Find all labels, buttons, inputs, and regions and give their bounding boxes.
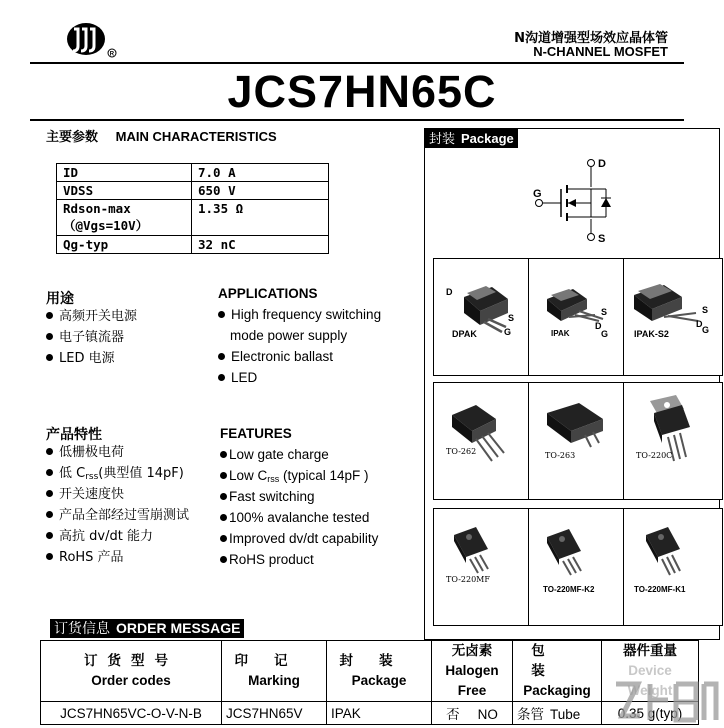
bullet-icon	[218, 353, 225, 360]
list-item	[218, 325, 381, 346]
to262-package-icon	[434, 383, 532, 499]
package-cell-dpak	[433, 258, 533, 376]
header-cn: 无卤素	[451, 643, 493, 659]
company-logo	[66, 22, 118, 58]
order-code-cell: JCS7HN65VC-O-V-N-B	[41, 702, 222, 725]
list-item	[220, 549, 378, 570]
package-cell: IPAK	[327, 702, 432, 725]
features-list-cn	[46, 442, 189, 568]
list-item	[46, 547, 189, 568]
to220mf-k2-package-icon	[529, 509, 627, 625]
list-item	[218, 367, 381, 388]
pin-label: D	[696, 319, 703, 329]
list-item-text: mode power supply	[230, 328, 348, 343]
header-package	[327, 641, 432, 702]
features-list-en	[220, 444, 378, 570]
package-cell-ipak	[528, 258, 628, 376]
param-cell	[57, 200, 192, 236]
list-item-text: 开关速度快	[59, 487, 125, 502]
list-item-text: 高频开关电源	[59, 309, 138, 324]
weight-cell: 0.35 g(typ)	[602, 702, 699, 725]
order-title-en: ORDER MESSAGE	[116, 620, 241, 636]
list-item	[220, 465, 378, 486]
pin-label: S	[702, 305, 709, 315]
table-row	[41, 702, 699, 725]
list-item-text: High frequency switching	[231, 307, 382, 322]
bullet-icon	[218, 311, 225, 318]
header-cn: 封装	[339, 653, 419, 669]
list-item-text: Fast switching	[229, 489, 315, 504]
pin-label: G	[601, 329, 609, 339]
list-item	[220, 507, 378, 528]
header-cn: 器件重量	[623, 643, 677, 659]
pin-label: S	[508, 313, 515, 323]
package-name: IPAK	[551, 329, 570, 338]
list-item	[218, 346, 381, 367]
applications-list-en	[218, 304, 381, 388]
package-cell-ipak-s2	[623, 258, 723, 376]
main-characteristics-title-cn: 主要参数	[46, 130, 99, 145]
bullet-icon	[46, 490, 53, 497]
order-message-heading	[50, 619, 244, 638]
bullet-icon	[220, 493, 227, 500]
header-cn: 订货型号	[84, 653, 178, 669]
package-name: TO-220MF-K1	[634, 585, 686, 594]
bullet-icon	[46, 354, 53, 361]
packaging-cn: 条管	[517, 707, 544, 723]
dpak-package-icon	[434, 259, 532, 375]
pin-label: G	[504, 327, 512, 337]
list-item-text: 低栅极电荷	[59, 445, 125, 460]
value-cell: 1.35 Ω	[192, 200, 329, 236]
bullet-icon	[220, 451, 227, 458]
list-item	[220, 486, 378, 507]
list-item-subscript: rss	[85, 472, 99, 482]
header-halogen-free	[432, 641, 513, 702]
param-cell: Qg-typ	[57, 236, 192, 254]
characteristics-table	[56, 163, 329, 254]
package-cell-to262	[433, 382, 533, 500]
list-item	[46, 327, 137, 348]
package-name: DPAK	[452, 329, 477, 339]
table-row	[57, 182, 329, 200]
header-order-codes	[41, 641, 222, 702]
package-cell-to220mf-k1	[623, 508, 723, 626]
package-name: TO-220MF-K2	[543, 585, 595, 594]
package-name: TO-220C	[636, 451, 673, 460]
list-item	[46, 526, 189, 547]
list-item	[46, 505, 189, 526]
list-item-text: 产品全部经过雪崩测试	[59, 508, 190, 523]
package-cell-to220c	[623, 382, 723, 500]
to220mf-k1-package-icon	[624, 509, 722, 625]
table-row	[57, 200, 329, 236]
list-item-text: 100% avalanche tested	[229, 510, 370, 525]
package-name: TO-220MF	[446, 575, 490, 584]
list-item-text: Improved dv/dt capability	[229, 531, 379, 546]
bullet-icon	[220, 535, 227, 542]
header-en-2: Weight	[627, 683, 673, 698]
list-item-text: LED 电源	[59, 351, 115, 366]
list-item-text: Electronic ballast	[231, 349, 334, 364]
list-item-text: 高抗 dv/dt 能力	[59, 529, 153, 544]
list-item	[46, 306, 137, 327]
order-title-cn: 订货信息	[54, 621, 110, 637]
main-characteristics-heading	[46, 126, 277, 145]
param-cell: ID	[57, 164, 192, 182]
header-marking	[222, 641, 327, 702]
to220c-package-icon	[624, 383, 722, 499]
header-rule-top	[30, 62, 684, 64]
list-item-text: Low C	[229, 468, 268, 483]
header-en: Halogen	[445, 663, 499, 678]
list-item	[220, 444, 378, 465]
bullet-icon	[218, 374, 225, 381]
bullet-icon	[46, 532, 53, 539]
table-header-row	[41, 641, 699, 702]
package-title-cn: 封装	[429, 132, 456, 147]
list-item-text: LED	[231, 370, 258, 385]
pin-label: G	[702, 325, 710, 335]
package-name: IPAK-S2	[634, 329, 669, 339]
ipak-package-icon	[529, 259, 627, 375]
drain-label: D	[598, 158, 606, 170]
header-en: Package	[351, 673, 407, 688]
value-cell: 32 nC	[192, 236, 329, 254]
table-row	[57, 164, 329, 182]
package-name: TO-262	[446, 447, 477, 456]
list-item	[46, 463, 189, 484]
to263-package-icon	[529, 383, 627, 499]
list-item	[218, 304, 381, 325]
value-cell: 650 V	[192, 182, 329, 200]
gate-label: G	[533, 188, 542, 200]
param-line-2: （@Vgs=10V）	[63, 218, 149, 233]
package-cell-to220mf-k2	[528, 508, 628, 626]
param-cell: VDSS	[57, 182, 192, 200]
list-item-text: (典型值 14pF)	[98, 466, 184, 481]
list-item-subscript: rss	[267, 474, 280, 484]
to220mf-package-icon	[434, 509, 532, 625]
mosfet-symbol-icon	[532, 155, 622, 245]
marking-cell: JCS7HN65V	[222, 702, 327, 725]
header-en: Marking	[248, 673, 300, 688]
header-rule-bottom	[30, 119, 684, 121]
list-item	[46, 484, 189, 505]
halogen-en: NO	[477, 707, 498, 722]
order-table	[40, 640, 699, 725]
table-row	[57, 236, 329, 254]
header-cn: 印记	[234, 653, 314, 669]
bullet-icon	[46, 333, 53, 340]
bullet-icon	[46, 312, 53, 319]
list-item-text: 低 C	[59, 466, 86, 481]
main-characteristics-title-en: MAIN CHARACTERISTICS	[115, 129, 277, 144]
features-title-cn: 产品特性	[46, 427, 102, 443]
list-item-text: 电子镇流器	[59, 330, 125, 345]
list-item	[220, 528, 378, 549]
header-en-2: Free	[457, 683, 487, 698]
bullet-icon	[46, 469, 53, 476]
header-en: Device	[628, 663, 672, 678]
pin-label: D	[595, 321, 602, 331]
bullet-icon	[220, 514, 227, 521]
bullet-icon	[220, 556, 227, 563]
source-label: S	[598, 233, 606, 245]
halogen-cell	[432, 702, 513, 725]
pin-label: S	[601, 307, 608, 317]
package-name: TO-263	[545, 451, 576, 460]
list-item-text: (typical 14pF )	[279, 468, 369, 483]
list-item-text: Low gate charge	[229, 447, 329, 462]
package-cell-to220mf	[433, 508, 533, 626]
header-packaging	[513, 641, 602, 702]
list-item-text: RoHS 产品	[59, 550, 124, 565]
list-item	[46, 348, 137, 369]
bullet-icon	[220, 472, 227, 479]
features-title-en: FEATURES	[220, 426, 292, 441]
header-cn: 包装	[531, 643, 583, 679]
packaging-cell	[513, 702, 602, 725]
pin-label: D	[446, 287, 453, 297]
halogen-cn: 否	[446, 707, 460, 723]
header-title-en: N-CHANNEL MOSFET	[533, 44, 668, 59]
value-cell: 7.0 A	[192, 164, 329, 182]
applications-list-cn	[46, 306, 137, 369]
param-line-1: Rdson-max	[63, 201, 131, 216]
packaging-en: Tube	[550, 707, 581, 722]
ipak-s2-package-icon	[624, 259, 722, 375]
list-item-text: RoHS product	[229, 552, 314, 567]
part-number-title: JCS7HN65C	[227, 66, 497, 117]
header-en: Order codes	[91, 673, 171, 688]
package-cell-to263	[528, 382, 628, 500]
header-title-cn: N沟道增强型场效应晶体管	[514, 31, 668, 46]
header-en: Packaging	[523, 683, 591, 698]
watermark-logo-icon	[610, 676, 720, 728]
package-title-en: Package	[461, 131, 514, 146]
bullet-icon	[46, 553, 53, 560]
package-heading	[425, 129, 518, 148]
list-item	[46, 442, 189, 463]
bullet-icon	[46, 511, 53, 518]
applications-title-en: APPLICATIONS	[218, 286, 318, 301]
svg-text:R: R	[109, 51, 115, 58]
applications-title-cn: 用途	[46, 291, 74, 307]
bullet-icon	[46, 448, 53, 455]
